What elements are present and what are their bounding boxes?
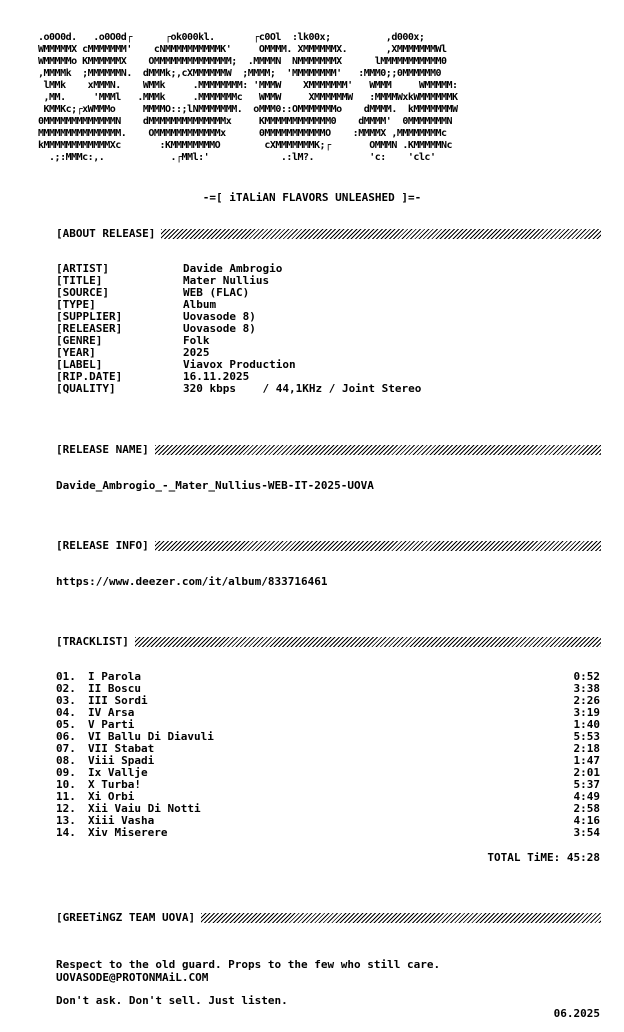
about-value: Uovasode 8) — [183, 322, 256, 335]
track-title: Xi Orbi — [88, 790, 135, 803]
about-key: [TITLE] — [56, 274, 103, 287]
track-title: Viii Spadi — [88, 754, 155, 767]
about-key: [GENRE] — [56, 334, 103, 347]
about-value: 16.11.2025 — [183, 370, 250, 383]
section-header-tracklist — [56, 635, 601, 648]
release-name: Davide_Ambrogio_-_Mater_Nullius-WEB-IT-2025-UOVA — [56, 479, 374, 492]
tracklist — [56, 671, 600, 839]
track-row — [56, 695, 600, 707]
track-row — [56, 707, 600, 719]
track-number: 08. — [56, 754, 76, 767]
track-duration: 1:40 — [573, 718, 600, 731]
about-row — [56, 287, 421, 299]
about-value: 320 kbps / 44,1KHz / Joint Stereo — [183, 382, 422, 395]
track-number: 12. — [56, 802, 76, 815]
track-title: Xiv Miserere — [88, 826, 168, 839]
section-title-release-name: [RELEASE NAME] — [56, 443, 149, 456]
contact-email[interactable]: UOVASODE@PROTONMAiL.COM — [56, 971, 209, 984]
track-title: II Boscu — [88, 682, 141, 695]
about-row — [56, 323, 421, 335]
track-title: V Parti — [88, 718, 135, 731]
tagline: -=[ iTALiAN FLAVORS UNLEASHED ]=- — [202, 191, 422, 204]
track-duration: 2:18 — [573, 742, 600, 755]
track-title: III Sordi — [88, 694, 148, 707]
section-header-about — [56, 227, 601, 240]
section-header-release-info — [56, 539, 601, 552]
about-value: WEB (FLAC) — [183, 286, 250, 299]
track-row — [56, 827, 600, 839]
track-number: 05. — [56, 718, 76, 731]
about-key: [RELEASER] — [56, 322, 123, 335]
section-header-greetings — [56, 911, 601, 924]
about-key: [RIP.DATE] — [56, 370, 123, 383]
greeting-line: Respect to the old guard. Props to the few who still care. — [56, 958, 441, 971]
ascii-logo: .o0O0d. .o0O0d┌ ┌ok000kl. ┌c0Ol :lk00x; ,d000x; WMMMMMX cMMMMMMM' cNMMMMMMMMMMK' OMMMM. XMMMMMMX. ,XMMMMMMMWl WMMMMMo KMMMMMMX OMMMMMMMMMMMMMM; .MMMMN NMMMMMMMX lMMMMMMMMMMM0 ,MMMMk ;MMMMMMN. dMMMk;,cXMMMMMMW ;MMMM; 'MMMMMMMM' :MMM0;;0MMMMMM0 lMMk xMMMN. WMMk .MMMMMMMM: 'MMMW XMMMMMMM' WMMM WMMMMM: ,MM. 'MMMl .MMMk .MMMMMMMc WMMW XMMMMMMW :MMMMWxkWMMMMMMK KMMKc;┌xWMMMo MMMMO::;lNMMMMMMM. oMMM0::OMMMMMMMo dMMMM. kMMMMMMMW 0MMMMMMMMMMMMMN dMMMMMMMMMMMMMMx KMMMMMMMMMMMM0 dMMMM' 0MMMMMMMN MMMMMMMMMMMMMMM. OMMMMMMMMMMMMx 0MMMMMMMMMMMO :MMMMX ,MMMMMMMMc kMMMMMMMMMMMMXc :KMMMMMMMMO cXMMMMMMMK;┌ OMMMN .KMMMMMNc .;:MMMc:,. .┌MMl:' .:lM?. 'c: 'clc' — [38, 32, 458, 163]
track-title: Xiii Vasha — [88, 814, 155, 827]
about-value: Mater Nullius — [183, 274, 270, 287]
section-title-release-info: [RELEASE INFO] — [56, 539, 149, 552]
track-number: 14. — [56, 826, 76, 839]
release-info-link[interactable]: https://www.deezer.com/it/album/833716461 — [56, 575, 328, 588]
track-number: 07. — [56, 742, 76, 755]
track-duration: 0:52 — [573, 670, 600, 683]
track-number: 13. — [56, 814, 76, 827]
about-row — [56, 335, 421, 347]
track-number: 01. — [56, 670, 76, 683]
track-duration: 5:53 — [573, 730, 600, 743]
track-number: 06. — [56, 730, 76, 743]
hatch-divider — [135, 637, 601, 647]
about-value: Uovasode 8) — [183, 310, 256, 323]
track-duration: 2:58 — [573, 802, 600, 815]
track-duration: 3:54 — [573, 826, 600, 839]
hatch-divider — [155, 445, 601, 455]
total-time: TOTAL TiME: 45:28 — [487, 851, 600, 864]
section-title-tracklist: [TRACKLIST] — [56, 635, 129, 648]
about-key: [SOURCE] — [56, 286, 109, 299]
track-number: 02. — [56, 682, 76, 695]
track-number: 03. — [56, 694, 76, 707]
hatch-divider — [155, 541, 601, 551]
track-title: VI Ballu Di Diavuli — [88, 730, 214, 743]
about-value: Folk — [183, 334, 210, 347]
track-duration: 2:01 — [573, 766, 600, 779]
about-key: [LABEL] — [56, 358, 103, 371]
greeting-line: Don't ask. Don't sell. Just listen. — [56, 994, 288, 1007]
about-key: [ARTIST] — [56, 262, 109, 275]
section-title-about: [ABOUT RELEASE] — [56, 227, 156, 240]
track-title: I Parola — [88, 670, 141, 683]
track-duration: 2:26 — [573, 694, 600, 707]
section-title-greetings: [GREETiNGZ TEAM UOVA] — [56, 911, 196, 924]
track-duration: 4:49 — [573, 790, 600, 803]
hatch-divider — [201, 913, 601, 923]
track-number: 10. — [56, 778, 76, 791]
about-row — [56, 383, 421, 395]
track-duration: 3:19 — [573, 706, 600, 719]
track-duration: 1:47 — [573, 754, 600, 767]
about-key: [TYPE] — [56, 298, 96, 311]
about-value: 2025 — [183, 346, 210, 359]
about-key: [QUALITY] — [56, 382, 116, 395]
section-header-release-name — [56, 443, 601, 456]
track-duration: 4:16 — [573, 814, 600, 827]
track-number: 11. — [56, 790, 76, 803]
about-key: [SUPPLIER] — [56, 310, 123, 323]
about-value: Viavox Production — [183, 358, 296, 371]
track-duration: 5:37 — [573, 778, 600, 791]
about-key: [YEAR] — [56, 346, 96, 359]
about-value: Album — [183, 298, 217, 311]
track-title: X Turba! — [88, 778, 141, 791]
track-number: 09. — [56, 766, 76, 779]
track-title: VII Stabat — [88, 742, 155, 755]
track-number: 04. — [56, 706, 76, 719]
hatch-divider — [161, 229, 601, 239]
track-title: Ix Vallje — [88, 766, 148, 779]
about-release-block — [56, 263, 421, 395]
track-title: IV Arsa — [88, 706, 135, 719]
about-value: Davide Ambrogio — [183, 262, 283, 275]
track-row — [56, 779, 600, 791]
release-date-footer: 06.2025 — [553, 1007, 600, 1020]
track-title: Xii Vaiu Di Notti — [88, 802, 201, 815]
track-duration: 3:38 — [573, 682, 600, 695]
